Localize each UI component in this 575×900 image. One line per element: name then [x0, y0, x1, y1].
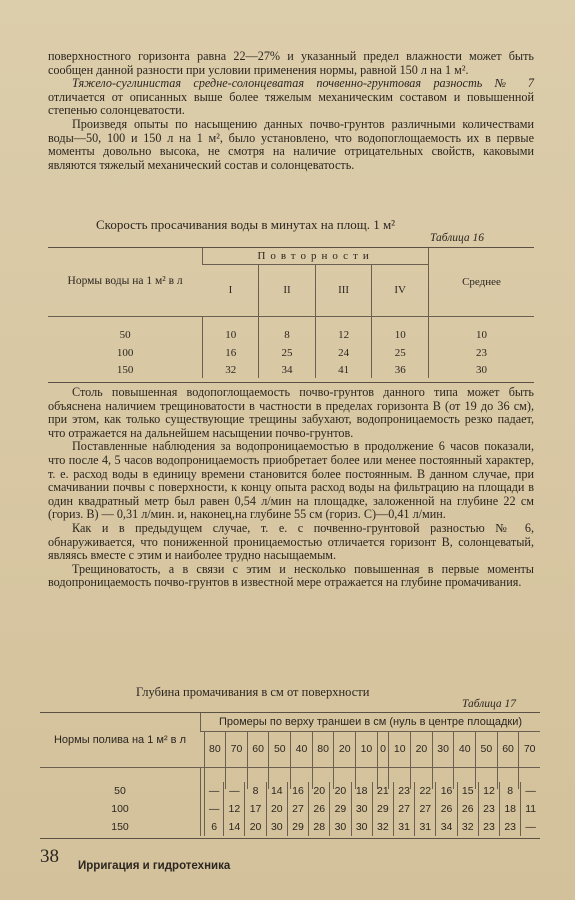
table16-cell: 10: [203, 326, 259, 344]
table17-cell: 18: [500, 800, 521, 818]
table17-cell: 20: [245, 818, 266, 836]
table17-cell: 20: [309, 782, 330, 800]
table16-cell: 36: [372, 361, 429, 378]
table17-cell: 30: [351, 818, 372, 836]
table17-cell: —: [224, 782, 245, 800]
table17-cell: 8: [500, 782, 521, 800]
table16-norms-header: Нормы воды на 1 м² в л: [67, 275, 183, 288]
table17-position-header: 40: [454, 731, 476, 767]
table16-cell: 10: [372, 326, 429, 344]
table-row: [48, 361, 534, 378]
table16-cell: 8: [259, 326, 316, 344]
table17-cell-extra: —: [521, 818, 540, 836]
paragraph-7: Трещиноватость, а в связи с этим и несколько повышенная в первые моменты водопроницаемость почво-грунтов в известной мере отражается на глубине промачивания.: [48, 561, 534, 590]
table-17-body: [40, 782, 540, 836]
table16-cell: 24: [315, 344, 372, 361]
table-row: [40, 782, 540, 800]
table16-norm-cell: 50: [119, 329, 131, 341]
paragraph-1: поверхностного горизонта равна 22—27% и указанный предел влажности может быть сообщен данной разности при условии применения нормы, равной 150 л на 1 м².: [48, 49, 534, 77]
table17-cell: 31: [393, 818, 414, 836]
table17-cell: 31: [415, 818, 436, 836]
paragraph-3: Произведя опыты по насыщению данных почво-грунтов различными количествами воды—50, 100 и 150 л на 1 м², было установлено, что водопоглощаемость их в первые моменты довольно высока, не смотря на наличие отрицательных свойств, каковыми являются тяжелый механический состав и солонцеватость.: [48, 116, 534, 172]
paragraph-5: Поставленные наблюдения за водопроницаемостью в продолжение 6 часов показали, что после 4, 5 часов водопроницаемость приобретает более или менее постоянный характер, т. е. расход воды в единицу времени становится более постоянным. В данном случае, при смачивании почвы с поверхности, к концу опыта расход воды на фильтрацию на площади в один квадратный метр был равен 0,54 л/мин на площадке, заложенной на глубине 22 см (гориз. В) — 0,31 л/мин. и, наконец,на глубине 55 см (гориз. С)—0,41 л/мин.: [48, 439, 534, 522]
table-17: [40, 713, 540, 789]
table17-cell: 17: [245, 800, 266, 818]
page-number: 38: [40, 846, 59, 867]
table16-avg-cell: 23: [428, 344, 534, 361]
paragraph-2: [48, 77, 534, 118]
table17-cell: 23: [478, 800, 499, 818]
table17-position-header: 50: [476, 731, 498, 767]
table17-position-header: 70: [226, 731, 248, 767]
running-title: Ирригация и гидротехника: [78, 860, 231, 872]
paragraph-2-rest: отличается от описанных выше более тяжелым механическим составом и повышенной степенью солонцеватости.: [48, 89, 534, 118]
table17-position-header: 0: [377, 731, 389, 767]
table16-cell: 34: [259, 361, 316, 378]
table17-cell: 27: [287, 800, 308, 818]
table17-cell-extra: —: [521, 782, 540, 800]
table17-cell: 26: [436, 800, 457, 818]
table17-cell: 22: [415, 782, 436, 800]
table16-norm-cell: 150: [116, 363, 134, 376]
text-block-top: [48, 50, 534, 172]
table17-cell: 12: [224, 800, 245, 818]
table17-norms-header: Нормы полива на 1 м² в л: [53, 733, 187, 746]
table16-cell: 41: [315, 361, 372, 378]
table17-cell: 23: [500, 818, 521, 836]
table17-cell: 26: [457, 800, 478, 818]
table17-cell: 27: [415, 800, 436, 818]
table17-cell: 16: [436, 782, 457, 800]
table16-repeat-header: I: [228, 284, 233, 296]
table17-cell: 30: [266, 818, 287, 836]
table16-avg-cell: 10: [428, 326, 534, 344]
table17-cell: 29: [330, 800, 351, 818]
table17-cell: —: [205, 800, 224, 818]
table17-cell: 15: [457, 782, 478, 800]
table17-cell: 16: [287, 782, 308, 800]
table17-cell: 23: [393, 782, 414, 800]
table17-cell: 32: [457, 818, 478, 836]
table17-cell: 14: [224, 818, 245, 836]
table17-cell: 14: [266, 782, 287, 800]
table17-cell: 29: [372, 800, 393, 818]
table16-repeat-header: III: [315, 264, 372, 316]
table17-bottom-rule: [40, 838, 540, 839]
table16-repeat-header: IV: [372, 264, 429, 316]
table16-caption: Скорость просачивания воды в минутах на площ. 1 м²: [96, 217, 396, 232]
table17-cell: 29: [287, 818, 308, 836]
table17-cell: 12: [478, 782, 499, 800]
table17-position-header: 10: [356, 731, 378, 767]
table17-cell: 8: [245, 782, 266, 800]
table17-cell: 20: [330, 782, 351, 800]
table17-cell: 32: [372, 818, 393, 836]
table16-bottom-rule: [48, 382, 534, 383]
table16-norm-cell: 100: [116, 346, 134, 359]
table17-cell: —: [205, 782, 224, 800]
table17-norm-cell: 100: [111, 803, 129, 815]
table17-position-header: 80: [204, 731, 226, 767]
table17-position-header: 20: [334, 731, 356, 767]
table17-position-header: 10: [389, 731, 411, 767]
table17-positions-header: Промеры по верху траншеи в см (нуль в центре площадки): [201, 713, 541, 731]
table17-cell: 6: [205, 818, 224, 836]
table17-cell: 27: [393, 800, 414, 818]
table17-cell: 21: [372, 782, 393, 800]
table17-cell: 23: [478, 818, 499, 836]
table-row: [48, 326, 534, 344]
table17-cell: 30: [351, 800, 372, 818]
paragraph-4: Столь повышенная водопоглощаемость почво-грунтов данного типа может быть объяснена наличием трещиноватости в частности в пределах горизонта В (от 19 до 36 см), при этом, как только существующие трещины забухают, водопроницаемость резко падает, что отражается на дальнейшем насыщении почво-грунтов.: [48, 385, 534, 440]
table16-cell: 16: [203, 344, 259, 361]
table16-cell: 25: [259, 344, 316, 361]
table-row: [40, 800, 540, 818]
table-16: [48, 248, 534, 378]
paragraph-2-italic: Тяжело-суглинистая средне-солонцеватая почвенно-грунтовая разность № 7: [72, 76, 534, 91]
table17-label: Таблица 17: [462, 698, 517, 710]
table17-cell: 18: [351, 782, 372, 800]
table16-avg-cell: 30: [428, 361, 534, 378]
text-block-middle: [48, 386, 534, 590]
table16-repeats-header: Повторности: [203, 248, 429, 264]
table17-position-header: 50: [269, 731, 291, 767]
table17-cell: 20: [266, 800, 287, 818]
table17-position-header: 60: [497, 731, 519, 767]
table17-cell: 26: [309, 800, 330, 818]
table17-position-header: 80: [312, 731, 334, 767]
table-row: [40, 818, 540, 836]
table17-position-header: 60: [247, 731, 269, 767]
table17-position-header: 40: [291, 731, 313, 767]
table16-avg-header: Среднее: [428, 248, 534, 316]
table16-cell: 32: [203, 361, 259, 378]
table17-norm-cell: 150: [111, 821, 129, 833]
table17-cell: 30: [330, 818, 351, 836]
table17-caption: Глубина промачивания в см от поверхности: [136, 685, 370, 699]
table17-position-header: 20: [411, 731, 433, 767]
paragraph-6: Как и в предыдущем случае, т. е. с почвенно-грунтовой разностью № 6, обнаруживается, что пониженной проницаемостью отличается горизонт В, солонцеватый, являясь вместе с этим и наиболее трудно насыщаемым.: [48, 520, 534, 563]
table16-repeat-header: II: [259, 264, 316, 316]
table17-cell-extra: 11: [521, 800, 540, 818]
table16-label: Таблица 16: [430, 232, 485, 244]
table17-position-header: 30: [432, 731, 454, 767]
table-row: [48, 344, 534, 361]
table17-cell: 28: [309, 818, 330, 836]
table17-norm-cell: 50: [114, 785, 126, 797]
table16-cell: 12: [315, 326, 372, 344]
table17-cell: 34: [436, 818, 457, 836]
table17-position-header: 70: [519, 731, 540, 767]
table16-cell: 25: [372, 344, 429, 361]
